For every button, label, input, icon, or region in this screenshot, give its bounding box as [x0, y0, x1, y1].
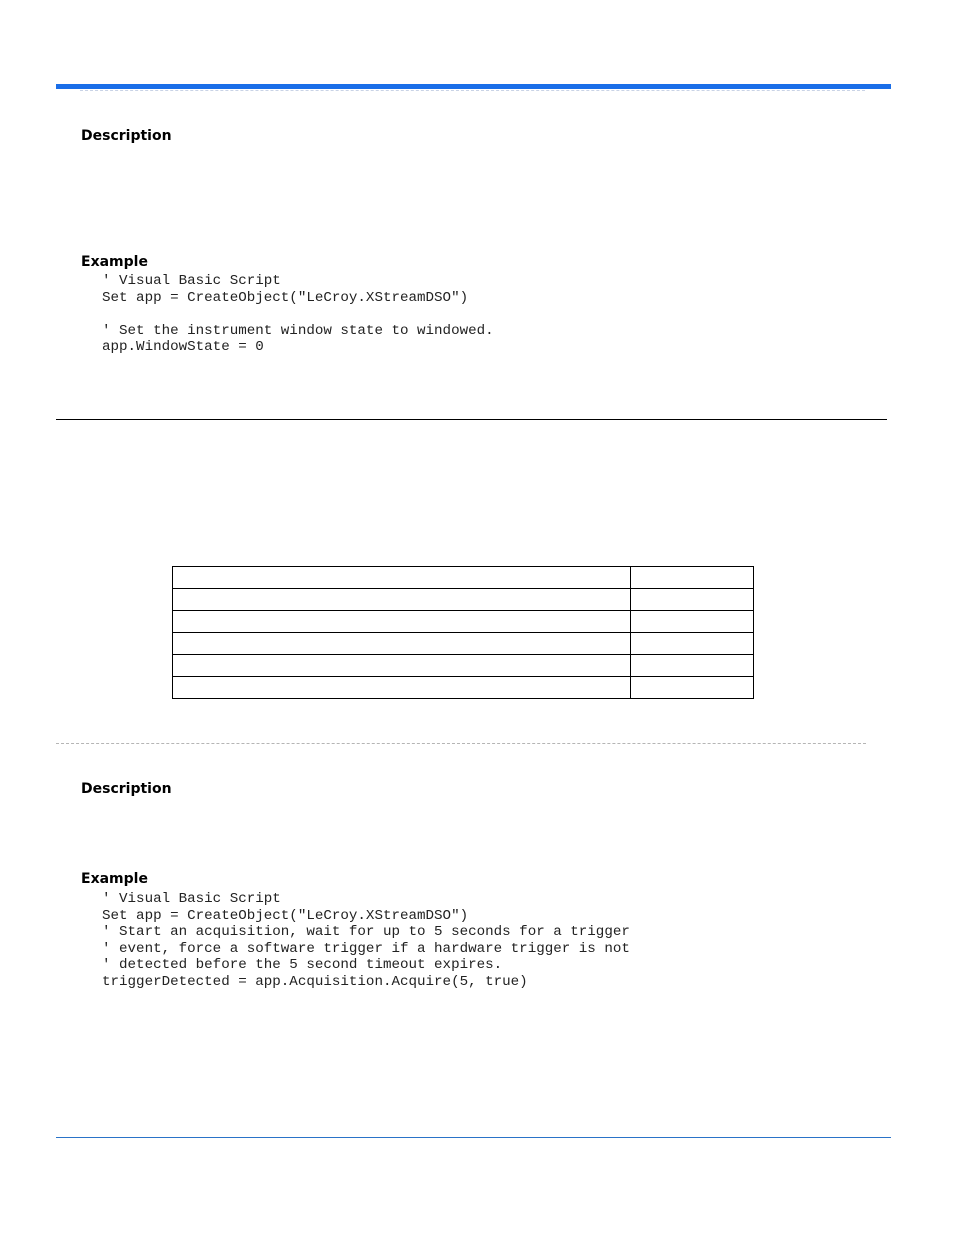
table-cell — [173, 589, 631, 611]
parameter-table-body — [173, 567, 754, 699]
table-cell — [173, 633, 631, 655]
table-row — [173, 589, 754, 611]
table-row — [173, 567, 754, 589]
table-cell — [631, 677, 754, 699]
table-cell — [173, 567, 631, 589]
footer-line — [56, 1137, 891, 1138]
description-heading-1: Description — [81, 128, 172, 144]
section-divider — [56, 419, 887, 420]
table-cell — [631, 567, 754, 589]
table-cell — [173, 677, 631, 699]
table-row — [173, 611, 754, 633]
parameter-table — [172, 566, 754, 699]
table-cell — [631, 633, 754, 655]
table-cell — [173, 655, 631, 677]
table-row — [173, 655, 754, 677]
table-cell — [631, 611, 754, 633]
table-cell — [631, 589, 754, 611]
table-cell — [173, 611, 631, 633]
description-heading-2: Description — [81, 781, 172, 797]
header-dash-line — [80, 90, 865, 91]
code-example-1: ' Visual Basic Script Set app = CreateObject("LeCroy.XStreamDSO") ' Set the instrument window state to windowed. app.WindowState = 0 — [102, 273, 494, 355]
header-bar — [56, 84, 891, 89]
table-cell — [631, 655, 754, 677]
example-heading-1: Example — [81, 254, 148, 270]
table-row — [173, 633, 754, 655]
example-heading-2: Example — [81, 871, 148, 887]
table-row — [173, 677, 754, 699]
dashed-divider — [56, 743, 866, 744]
code-example-2: ' Visual Basic Script Set app = CreateObject("LeCroy.XStreamDSO") ' Start an acquisition, wait for up to 5 seconds for a trigger ' event, force a software trigger if a hardware trigger is not ' detected before the 5 second timeout expires. triggerDetected = app.Acquisition.Acquire(5, true) — [102, 891, 630, 990]
